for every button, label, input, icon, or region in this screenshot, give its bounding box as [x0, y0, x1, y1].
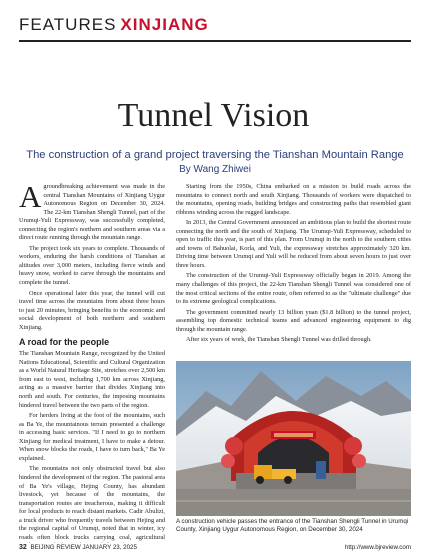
article-subtitle: The construction of a grand project traversing the Tianshan Mountain Range — [26, 149, 404, 161]
section-name: XINJIANG — [120, 15, 209, 34]
paragraph: The construction of the Urumqi-Yuli Expressway officially began in 2019. Among the many challenges of this project, the 22-km Tianshan Shengli Tunnel was considered one of the most critical sections of the entire route, often referred to as the "ultimate challenge" due to its extreme geological complications. — [176, 272, 411, 306]
publication-name: BEIJING REVIEW JANUARY 23, 2025 — [30, 544, 137, 551]
photo-caption: A construction vehicle passes the entrance of the Tianshan Shengli Tunnel in Urumqi County, Xinjiang Uygur Autonomous Region, on December 30, 2024 — [176, 518, 409, 533]
header-divider — [19, 40, 411, 42]
section-heading: A road for the people — [19, 337, 110, 348]
tunnel-photo — [176, 361, 411, 516]
paragraph: The government committed nearly 13 billion yuan ($1.8 billion) to the tunnel project, assembling top domestic technical teams and advanced engineering equipment to dig through the mountain range. — [176, 308, 411, 333]
paragraph — [19, 183, 165, 243]
paragraph: The project took six years to complete. Thousands of workers, enduring the harsh conditions of Tianshan at altitudes over 3,000 meters, including fierce winds and heavy snow, worked to carve through the mountains and complete the tunnel. — [19, 244, 165, 287]
paragraph: The mountains not only obstructed travel but also hindered the development of the region. The pastoral area of Ba Ye's village, Hejing County, has abundant livestock, yet because of the mountains, the transportation routes are treacherous, making it difficult for local products to reach distant markets. Cadir Abulizi, a truck driver who frequently travels between Hejing and the regional capital of Urumqi, noted that in winter, icy roads often block trucks carrying coal, agricultural — [19, 465, 165, 541]
section-label — [19, 14, 209, 36]
paragraph: For herders living at the foot of the mountains, such as Ba Ye, the mountainous terrain presented a challenge in accessing basic services. "If I need to go to northern Xinjiang for medical treatment, I have to make a detour. When snow blocks the roads, I have to turn back," Ba Ye explained. — [19, 412, 165, 462]
website-url: http://www.bjreview.com — [344, 544, 411, 551]
paragraph-text: groundbreaking achievement was made in the central Tianshan Mountains of Xinjiang Uygur Autonomous Region on December 30, 2024. The 22-km Tianshan Shengli Tunnel, part of the Urumqi-Yuli Expressway, was successfully completed, connecting the region's northern and southern areas via a direct route running through the mountain range. — [19, 183, 165, 242]
article-title: Tunnel Vision — [117, 97, 310, 134]
article-column-2 — [176, 183, 411, 355]
drop-cap: A — [19, 183, 42, 214]
tunnel-illustration — [176, 361, 411, 516]
paragraph: In 2013, the Central Government announced an ambitious plan to build the shortest route connecting the north and the south of Xinjiang. The Urumqi-Yuli Expressway, scheduled to open to traffic this year, is part of this plan. From Urumqi in the north to the southern cities and towns of Bahuolai, Korla, and Yuli, the expressway stretches approximately 320 km. Driving time between Urumqi and Yuli will be reduced from about seven hours to just over three hours. — [176, 219, 411, 269]
article-byline: By Wang Zhiwei — [179, 164, 251, 175]
page-footer — [19, 544, 137, 551]
article-column-1 — [19, 183, 165, 543]
paragraph: Once operational later this year, the tunnel will cut travel time across the mountains from about three hours to just 20 minutes, bringing benefits to the economic and social development of both northern and southern Xinjiang. — [19, 289, 165, 331]
page-number: 32 — [19, 544, 27, 551]
paragraph: The Tianshan Mountain Range, recognized by the United Nations Educational, Scientific and Cultural Organization as a World Natural Heritage Site, stretches over 2,500 km from east to west, including 1,700 km across Xinjiang, acting as a massive barrier that divides Xinjiang into north and south. For centuries, the imposing mountains hindered travel between the two parts of the region. — [19, 350, 165, 409]
paragraph: Starting from the 1950s, China embarked on a mission to build roads across the mountains to connect north and south Xinjiang. Thousands of workers were dispatched to the mountains, opening roads, building bridges and constructing paths that resembled giant ribbons winding across the rugged landscape. — [176, 183, 411, 216]
features-label: FEATURES — [19, 15, 117, 34]
paragraph: After six years of work, the Tianshan Shengli Tunnel was drilled through. — [186, 336, 372, 344]
